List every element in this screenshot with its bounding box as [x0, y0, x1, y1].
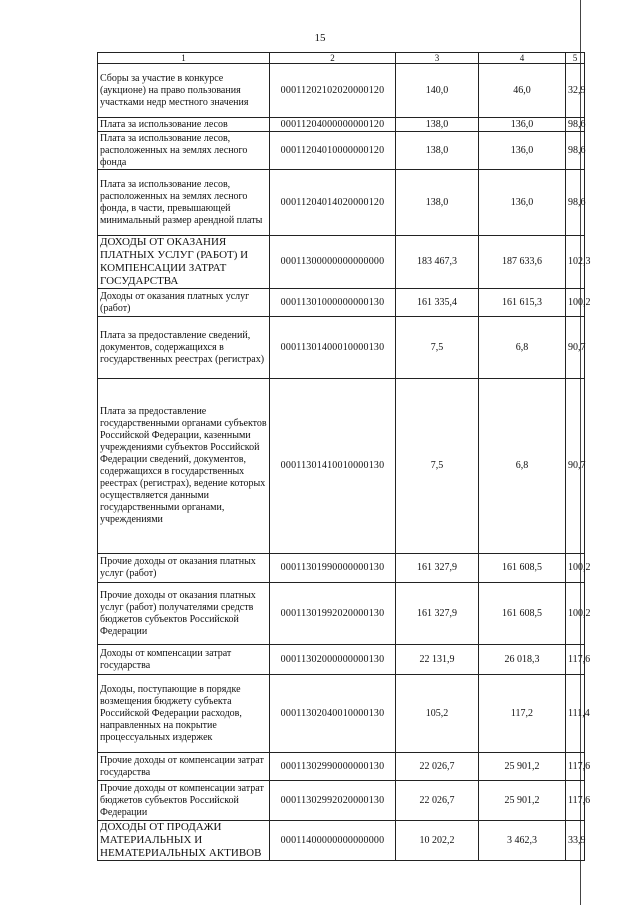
row-code: 00011202102020000120	[270, 64, 396, 118]
row-actual-value: 25 901,2	[479, 753, 566, 781]
column-header-3: 3	[396, 53, 479, 64]
row-name: ДОХОДЫ ОТ ПРОДАЖИ МАТЕРИАЛЬНЫХ И НЕМАТЕРИАЛЬНЫХ АКТИВОВ	[98, 821, 270, 861]
row-percent: 98,6	[566, 170, 585, 236]
column-header-2: 2	[270, 53, 396, 64]
row-code: 00011300000000000000	[270, 236, 396, 289]
row-code: 00011301990000000130	[270, 554, 396, 583]
row-actual-value: 136,0	[479, 118, 566, 132]
table-row	[98, 64, 585, 118]
row-plan-value: 22 026,7	[396, 781, 479, 821]
row-code: 00011301410010000130	[270, 379, 396, 554]
row-percent: 33,9	[566, 821, 585, 861]
column-header-5: 5	[566, 53, 585, 64]
column-header-4: 4	[479, 53, 566, 64]
budget-table	[97, 52, 591, 861]
table-row	[98, 379, 585, 554]
row-actual-value: 187 633,6	[479, 236, 566, 289]
row-percent: 100,2	[566, 554, 585, 583]
table-row	[98, 554, 585, 583]
page-number: 15	[314, 32, 326, 44]
row-name: Доходы от компенсации затрат государства	[98, 645, 270, 675]
row-name: Прочие доходы от оказания платных услуг (работ) получателями средств бюджетов субъектов Российской Федерации	[98, 583, 270, 645]
row-actual-value: 117,2	[479, 675, 566, 753]
table-row	[98, 170, 585, 236]
row-plan-value: 161 335,4	[396, 289, 479, 317]
row-actual-value: 136,0	[479, 170, 566, 236]
row-actual-value: 46,0	[479, 64, 566, 118]
row-plan-value: 10 202,2	[396, 821, 479, 861]
row-plan-value: 138,0	[396, 170, 479, 236]
table-row	[98, 118, 585, 132]
row-percent: 98,6	[566, 132, 585, 170]
row-percent: 117,6	[566, 781, 585, 821]
row-name: Плата за использование лесов, расположенных на землях лесного фонда	[98, 132, 270, 170]
table-row	[98, 583, 585, 645]
row-percent: 100,2	[566, 289, 585, 317]
row-name: Плата за предоставление государственными органами субъектов Российской Федерации, казенными учреждениями субъектов Российской Федерации сведений, документов, содержащихся в государственных реестрах (регистрах), ведение которых осуществляется данными государственными органами, учреждениями	[98, 379, 270, 554]
row-code: 00011302992020000130	[270, 781, 396, 821]
row-name: Доходы, поступающие в порядке возмещения бюджету субъекта Российской Федерации расходов, направленных на покрытие процессуальных издержек	[98, 675, 270, 753]
table-row	[98, 821, 585, 861]
row-plan-value: 22 026,7	[396, 753, 479, 781]
table-row	[98, 753, 585, 781]
row-plan-value: 22 131,9	[396, 645, 479, 675]
row-actual-value: 6,8	[479, 379, 566, 554]
row-percent: 98,6	[566, 118, 585, 132]
row-name: Плата за использование лесов	[98, 118, 270, 132]
row-actual-value: 26 018,3	[479, 645, 566, 675]
row-percent: 100,2	[566, 583, 585, 645]
row-percent: 90,7	[566, 379, 585, 554]
row-percent: 117,6	[566, 753, 585, 781]
column-header-1: 1	[98, 53, 270, 64]
table-row	[98, 132, 585, 170]
row-percent: 117,6	[566, 645, 585, 675]
row-name: Прочие доходы от компенсации затрат государства	[98, 753, 270, 781]
row-code: 00011302990000000130	[270, 753, 396, 781]
row-actual-value: 3 462,3	[479, 821, 566, 861]
row-name: Плата за предоставление сведений, документов, содержащихся в государственных реестрах (регистрах)	[98, 317, 270, 379]
row-name: Прочие доходы от компенсации затрат бюджетов субъектов Российской Федерации	[98, 781, 270, 821]
row-plan-value: 138,0	[396, 118, 479, 132]
table-row	[98, 289, 585, 317]
row-code: 00011204000000000120	[270, 118, 396, 132]
row-actual-value: 161 608,5	[479, 554, 566, 583]
row-percent: 111,4	[566, 675, 585, 753]
table-row	[98, 236, 585, 289]
row-percent: 32,9	[566, 64, 585, 118]
table-row	[98, 317, 585, 379]
row-plan-value: 7,5	[396, 379, 479, 554]
row-plan-value: 138,0	[396, 132, 479, 170]
row-actual-value: 6,8	[479, 317, 566, 379]
row-plan-value: 105,2	[396, 675, 479, 753]
row-plan-value: 161 327,9	[396, 583, 479, 645]
row-name: Плата за использование лесов, расположенных на землях лесного фонда, в части, превышающей минимальный размер арендной платы	[98, 170, 270, 236]
row-actual-value: 25 901,2	[479, 781, 566, 821]
row-name: ДОХОДЫ ОТ ОКАЗАНИЯ ПЛАТНЫХ УСЛУГ (РАБОТ) И КОМПЕНСАЦИИ ЗАТРАТ ГОСУДАРСТВА	[98, 236, 270, 289]
row-actual-value: 161 615,3	[479, 289, 566, 317]
row-plan-value: 161 327,9	[396, 554, 479, 583]
row-code: 00011204010000000120	[270, 132, 396, 170]
row-plan-value: 183 467,3	[396, 236, 479, 289]
row-code: 00011301992020000130	[270, 583, 396, 645]
row-plan-value: 140,0	[396, 64, 479, 118]
row-code: 00011400000000000000	[270, 821, 396, 861]
row-percent: 102,3	[566, 236, 585, 289]
row-name: Сборы за участие в конкурсе (аукционе) на право пользования участками недр местного значения	[98, 64, 270, 118]
table-row	[98, 781, 585, 821]
row-actual-value: 136,0	[479, 132, 566, 170]
row-name: Доходы от оказания платных услуг (работ)	[98, 289, 270, 317]
row-code: 00011302000000000130	[270, 645, 396, 675]
row-code: 00011301400010000130	[270, 317, 396, 379]
row-name: Прочие доходы от оказания платных услуг (работ)	[98, 554, 270, 583]
row-percent: 90,7	[566, 317, 585, 379]
table-header-row	[98, 53, 585, 64]
table-row	[98, 675, 585, 753]
row-actual-value: 161 608,5	[479, 583, 566, 645]
row-code: 00011302040010000130	[270, 675, 396, 753]
row-code: 00011204014020000120	[270, 170, 396, 236]
row-plan-value: 7,5	[396, 317, 479, 379]
row-code: 00011301000000000130	[270, 289, 396, 317]
table-row	[98, 645, 585, 675]
